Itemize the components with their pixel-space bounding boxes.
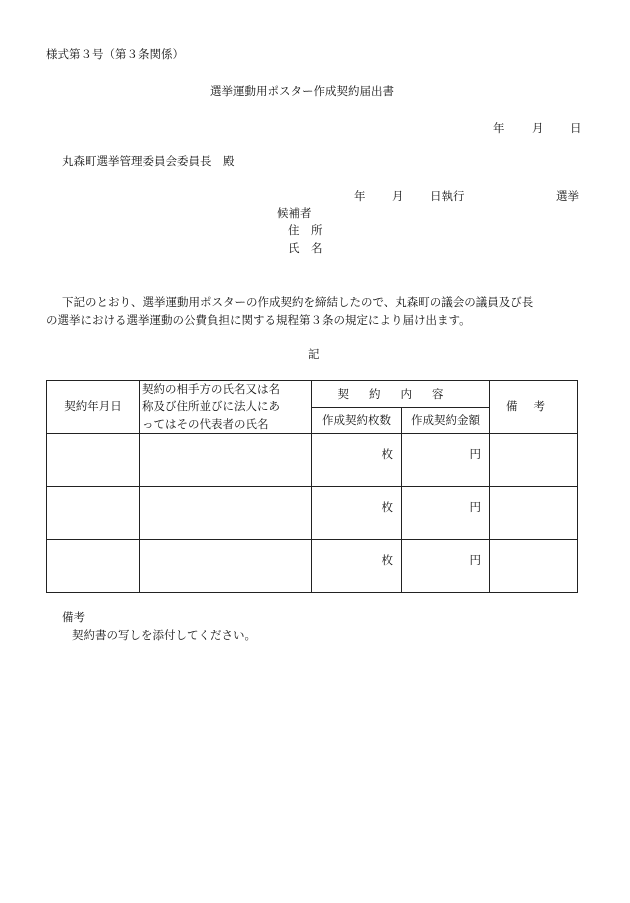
cell-count[interactable] [312,433,402,486]
document-title: 選挙運動用ポスター作成契約届出書 [210,84,394,98]
header-amount: 作成契約金額 [402,408,490,433]
header-counterparty-line: 契約の相手方の氏名又は名 [142,382,280,396]
candidate-address-label: 住 所 [288,223,323,237]
cell-contract-date[interactable] [47,433,140,486]
election-day: 日執行 [430,189,465,203]
table-row [47,486,578,539]
header-counterparty [140,381,312,434]
count-unit: 枚 [381,499,393,514]
header-counterparty-line: ってはその代表者の氏名 [142,416,269,431]
header-remarks: 備考 [490,381,578,434]
body-text-line-2: の選挙における選挙運動の公費負担に関する規程第３条の規定により届け出ます。 [46,313,471,327]
body-text-line-1: 下記のとおり、選挙運動用ポスターの作成契約を締結したので、丸森町の議会の議員及び長 [62,295,534,309]
notes-heading: 備考 [62,610,85,624]
candidate-label: 候補者 [277,206,312,220]
cell-contract-date[interactable] [47,486,140,539]
election-type: 選挙 [556,189,579,203]
count-unit: 枚 [381,446,393,461]
form-number: 様式第３号（第３条関係） [46,47,184,61]
cell-amount[interactable] [402,486,490,539]
amount-unit: 円 [469,552,481,567]
date-day: 日 [570,121,582,135]
date-year: 年 [493,121,505,135]
count-unit: 枚 [381,552,393,567]
cell-counterparty[interactable] [140,539,312,592]
amount-unit: 円 [469,446,481,461]
header-counterparty-line: 称及び住所並びに法人にあ [142,399,280,414]
header-count: 作成契約枚数 [312,408,402,433]
table-row [47,539,578,592]
notes-text: 契約書の写しを添付してください。 [72,628,256,642]
cell-count[interactable] [312,539,402,592]
ki-heading: 記 [308,347,320,361]
candidate-name-label: 氏 名 [288,241,323,255]
table-header-row [47,381,578,408]
addressee: 丸森町選挙管理委員会委員長 殿 [62,154,235,168]
election-year: 年 [354,189,366,203]
cell-counterparty[interactable] [140,486,312,539]
cell-contract-date[interactable] [47,539,140,592]
amount-unit: 円 [469,499,481,514]
cell-remarks[interactable] [490,539,578,592]
cell-counterparty[interactable] [140,433,312,486]
date-month: 月 [532,121,544,135]
table-row [47,433,578,486]
contract-table [46,380,578,593]
cell-count[interactable] [312,486,402,539]
header-contract-content: 契約内容 [312,381,490,408]
cell-amount[interactable] [402,433,490,486]
cell-amount[interactable] [402,539,490,592]
cell-remarks[interactable] [490,433,578,486]
cell-remarks[interactable] [490,486,578,539]
election-month: 月 [392,189,404,203]
header-contract-date: 契約年月日 [47,381,140,434]
